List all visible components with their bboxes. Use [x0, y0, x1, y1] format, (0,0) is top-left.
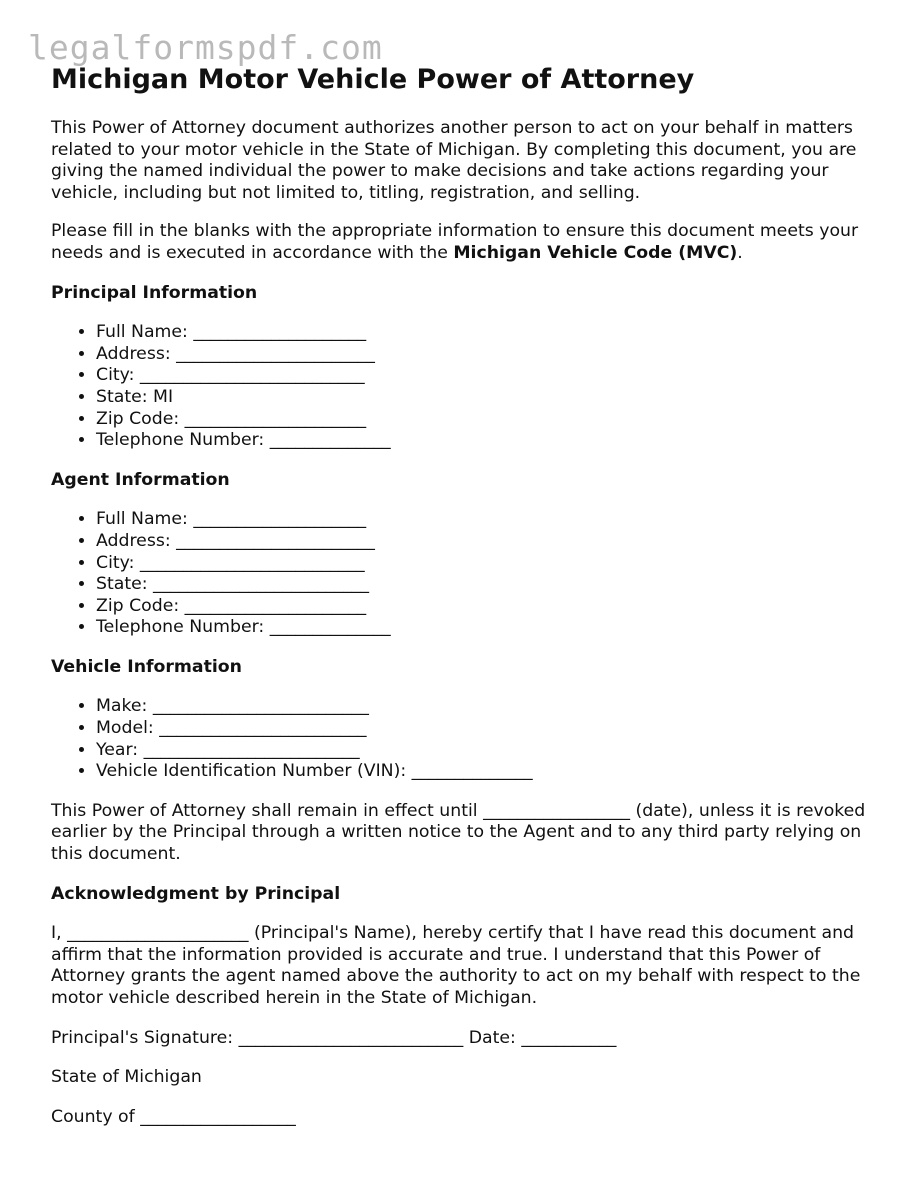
intro-paragraph: This Power of Attorney document authorizes another person to act on your behalf in matters related to your motor vehicle in the State of Michigan. By completing this document, you are giving the named individual the power to make decisions and take actions regarding your vehicle, including but not limited to, titling, registration, and selling. [51, 118, 857, 203]
agent-list [51, 509, 881, 639]
principal-phone-field[interactable]: • Telephone Number: ______________ [96, 430, 881, 452]
agent-heading: Agent Information [51, 469, 230, 490]
vehicle-list [51, 696, 881, 782]
agent-state-field[interactable]: • State: _________________________ [96, 574, 881, 596]
acknowledgment-heading: Acknowledgment by Principal [51, 883, 341, 904]
document-title: Michigan Motor Vehicle Power of Attorney [51, 64, 695, 95]
vehicle-code-reference: Michigan Vehicle Code (MVC) [453, 242, 738, 263]
document-page [51, 62, 881, 1128]
vehicle-model-field[interactable]: • Model: ________________________ [96, 718, 881, 740]
principal-list [51, 322, 881, 452]
agent-city-field[interactable]: • City: __________________________ [96, 553, 881, 575]
vehicle-make-field[interactable]: • Make: _________________________ [96, 696, 881, 718]
watermark-logo: legalformspdf.com [28, 28, 383, 67]
instruction-end: . [737, 242, 743, 263]
instruction-paragraph [51, 221, 881, 264]
term-paragraph: This Power of Attorney shall remain in effect until _________________ (date), unless it is revoked earlier by the Principal through a written notice to the Agent and to any third party relying on this document. [51, 800, 866, 865]
agent-address-field[interactable]: • Address: _______________________ [96, 531, 881, 553]
principal-state-field: • State: MI [96, 387, 881, 409]
principal-heading: Principal Information [51, 282, 258, 303]
vehicle-year-field[interactable]: • Year: _________________________ [96, 740, 881, 762]
agent-zip-field[interactable]: • Zip Code: _____________________ [96, 596, 881, 618]
agent-phone-field[interactable]: • Telephone Number: ______________ [96, 617, 881, 639]
state-line: State of Michigan [51, 1067, 202, 1088]
vehicle-heading: Vehicle Information [51, 656, 242, 677]
vehicle-vin-field[interactable]: • Vehicle Identification Number (VIN): ______________ [96, 761, 881, 783]
agent-full-name-field[interactable]: • Full Name: ____________________ [96, 509, 881, 531]
principal-zip-field[interactable]: • Zip Code: _____________________ [96, 409, 881, 431]
principal-address-field[interactable]: • Address: _______________________ [96, 344, 881, 366]
principal-full-name-field[interactable]: • Full Name: ____________________ [96, 322, 881, 344]
signature-date-line[interactable]: Principal's Signature: __________________________ Date: ___________ [51, 1027, 617, 1048]
instruction-text: Please fill in the blanks with the appropriate information to ensure this document meets your needs and is executed in accordance with the [51, 221, 859, 263]
county-line[interactable]: County of __________________ [51, 1106, 296, 1127]
acknowledgment-paragraph: I, _____________________ (Principal's Name), hereby certify that I have read this document and affirm that the information provided is accurate and true. I understand that this Power of Attorney grants the agent named above the authority to act on my behalf with respect to the motor vehicle described herein in the State of Michigan. [51, 923, 861, 1008]
principal-city-field[interactable]: • City: __________________________ [96, 365, 881, 387]
